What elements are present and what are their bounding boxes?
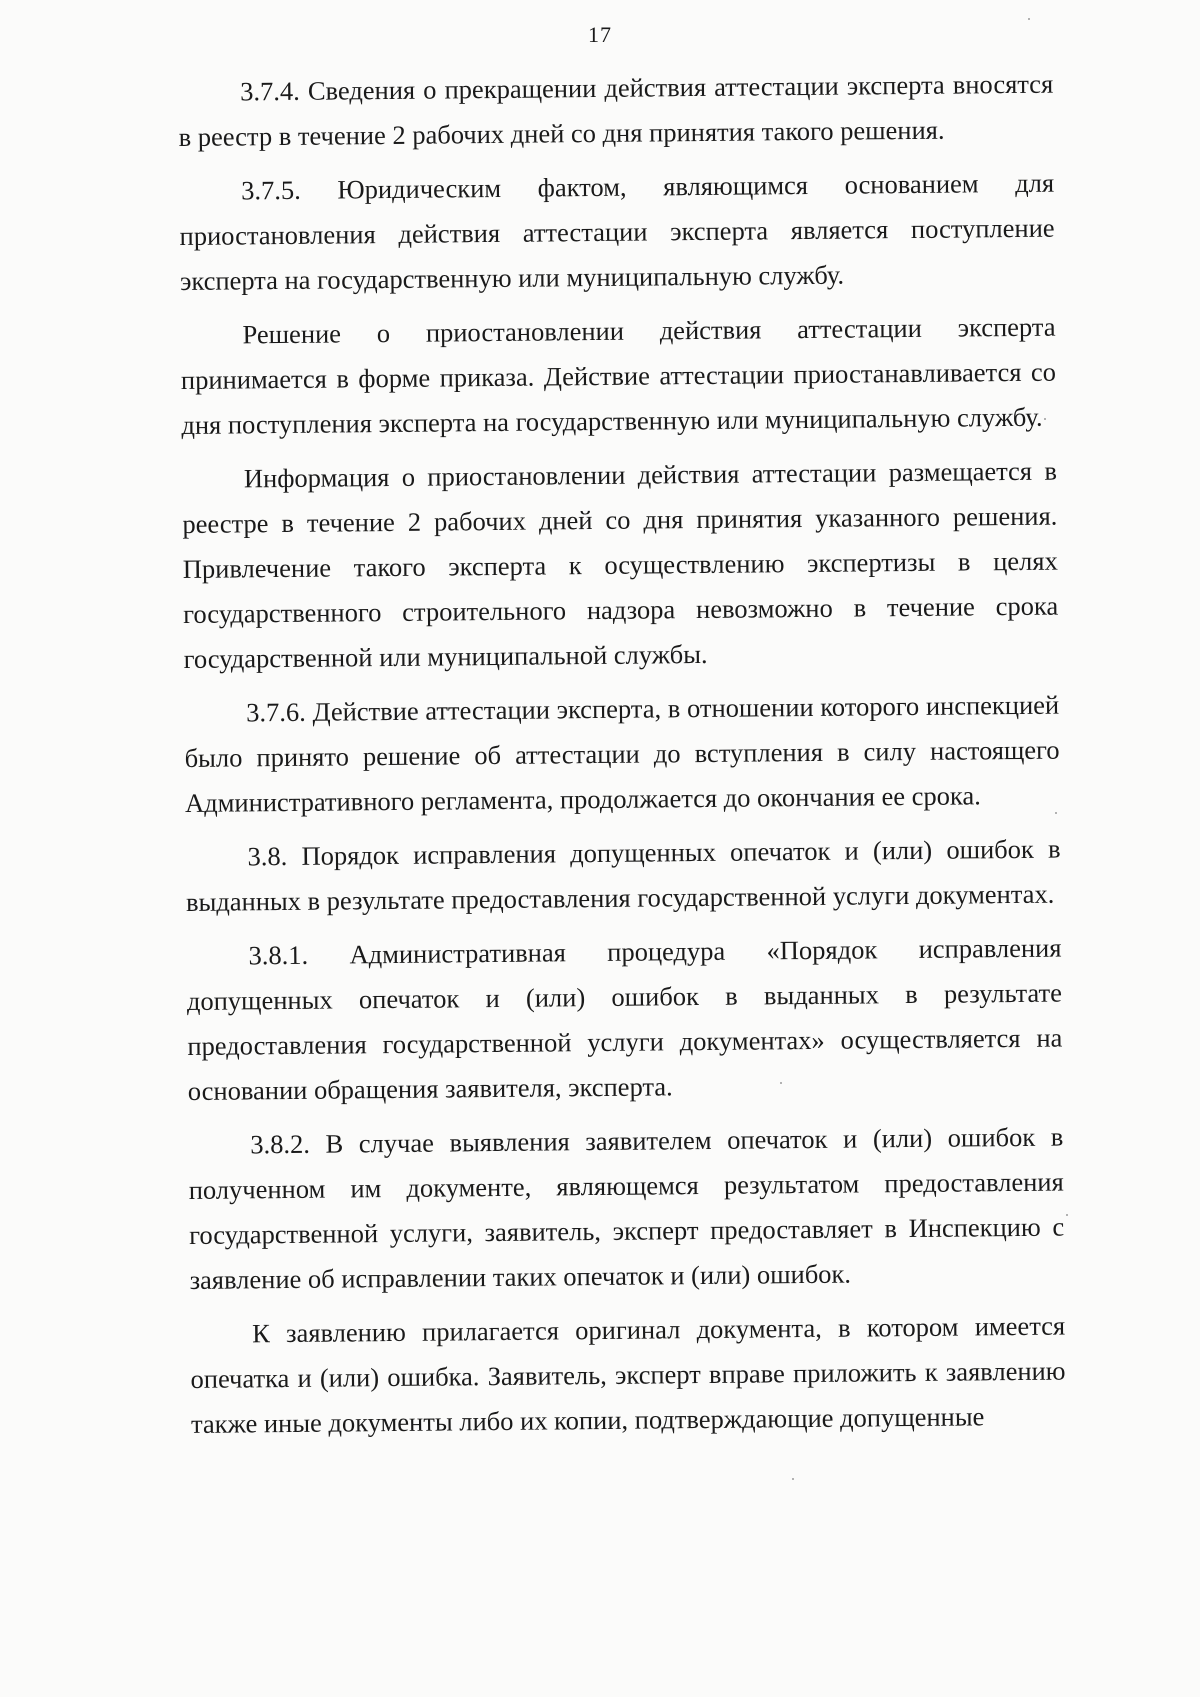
- scan-speck: [792, 1478, 794, 1480]
- scan-speck: [1044, 418, 1046, 420]
- paragraph-3-8-2: 3.8.2. В случае выявления заявителем опечаток и (или) ошибок в полученном им документе, являющемся результатом предоставления государственной услуги, заявитель, эксперт предоставляет в Инспекцию с заявление об исправлении таких опечаток и (или) ошибок.: [188, 1121, 1065, 1295]
- scan-speck: [1028, 18, 1030, 20]
- paragraph-3-7-5: 3.7.5. Юридическим фактом, являющимся основанием для приостановления действия аттестации эксперта является поступление эксперта на государственную или муниципальную службу.: [179, 167, 1055, 296]
- paragraph-3-7-6: 3.7.6. Действие аттестации эксперта, в отношении которого инспекцией было принято решение об аттестации до вступления в силу настоящего Административного регламента, продолжается до окончания ее срока.: [184, 689, 1060, 818]
- paragraph-3-8: 3.8. Порядок исправления допущенных опечаток и (или) ошибок в выданных в результате предоставления государственной услуги документах.: [185, 833, 1061, 917]
- scan-speck: [1066, 1214, 1068, 1216]
- scan-speck: [780, 1082, 782, 1084]
- paragraph-attachment: К заявлению прилагается оригинал документа, в котором имеется опечатка и (или) ошибка. Заявитель, эксперт вправе приложить к заявлению также иные документы либо их копии, подтверждающие допущенные: [190, 1310, 1066, 1439]
- paragraph-suspension-decision: Решение о приостановлении действия аттестации эксперта принимается в форме приказа. Действие аттестации приостанавливается со дня поступления эксперта на государственную или муниципальную службу.: [180, 311, 1057, 440]
- paragraph-3-8-1: 3.8.1. Административная процедура «Порядок исправления допущенных опечаток и (или) ошибок в выданных в результате предоставления государственной услуги документах» осуществляется на основании обращения заявителя, эксперта.: [186, 932, 1063, 1106]
- document-body: [178, 62, 1066, 1456]
- paragraph-3-7-4: 3.7.4. Сведения о прекращении действия аттестации эксперта вносятся в реестр в течение 2 рабочих дней со дня принятия такого решения.: [178, 68, 1054, 152]
- scan-speck: [1055, 812, 1057, 814]
- page-number: 17: [588, 22, 612, 47]
- paragraph-suspension-info: Информация о приостановлении действия аттестации размещается в реестре в течение 2 рабочих дней со дня принятия указанного решения. Привлечение такого эксперта к осуществлению экспертизы в целях государственного строительного надзора невозможно в течение срока государственной или муниципальной службы.: [182, 455, 1059, 674]
